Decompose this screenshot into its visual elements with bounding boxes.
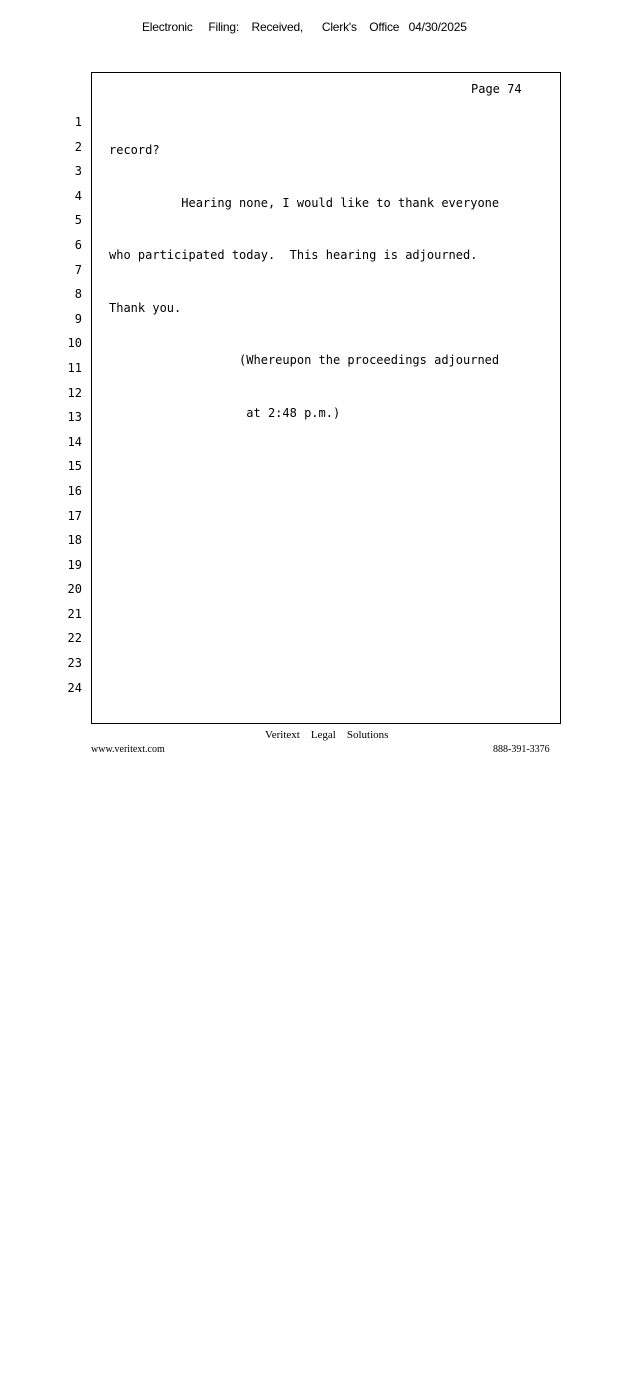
line-number: 9 [74,311,82,326]
footer-website: www.veritext.com [91,744,165,755]
line-number: 7 [74,262,82,277]
transcript-line: at 2:48 p.m.) [109,405,341,420]
transcript-line: Hearing none, I would like to thank everyone [109,195,500,210]
transcript-line [109,1298,549,1323]
line-number: 24 [67,680,82,695]
line-number: 17 [67,508,82,523]
footer-phone: 888-391-3376 [493,744,550,755]
line-number: 14 [67,434,82,449]
transcript-line [109,877,549,902]
transcript-line [109,1193,549,1218]
line-number: 10 [67,336,82,351]
transcript-line [109,667,549,692]
line-numbers [60,113,82,703]
transcript-line [109,562,549,587]
transcript-line: who participated today. This hearing is adjourned. [109,248,478,263]
line-number: 23 [67,656,82,671]
transcript-line [109,1035,549,1060]
line-number: 2 [74,139,82,154]
filing-header: Electronic Filing: Received, Clerk's Office 04/30/2025 [142,20,467,34]
line-number: 16 [67,483,82,498]
line-number: 5 [74,213,82,228]
transcript-line [109,457,549,482]
transcript-line [109,930,549,955]
transcript-line [109,1088,549,1113]
transcript-line [109,983,549,1008]
transcript-line [109,1351,549,1376]
transcript-line [109,1140,549,1165]
transcript-line [109,1245,549,1270]
transcript-text [109,113,549,1389]
line-number: 4 [74,188,82,203]
line-number: 18 [67,533,82,548]
transcript-line [109,772,549,797]
line-number: 1 [74,115,82,129]
line-number: 13 [67,410,82,425]
transcript-line: Thank you. [109,300,182,315]
transcript-line [109,614,549,639]
line-number: 8 [74,287,82,302]
line-number: 11 [67,360,82,375]
transcript-line [109,825,549,850]
line-number: 19 [67,557,82,572]
footer-company-name: Veritext Legal Solutions [265,729,389,741]
page-number: Page 74 [471,82,522,96]
line-number: 22 [67,631,82,646]
line-number: 20 [67,582,82,597]
line-number: 15 [67,459,82,474]
transcript-line [109,509,549,534]
line-number: 3 [74,164,82,179]
transcript-line: (Whereupon the proceedings adjourned [109,353,500,368]
line-number: 6 [74,237,82,252]
line-number: 21 [67,606,82,621]
line-number: 12 [67,385,82,400]
transcript-line: record? [109,143,160,157]
